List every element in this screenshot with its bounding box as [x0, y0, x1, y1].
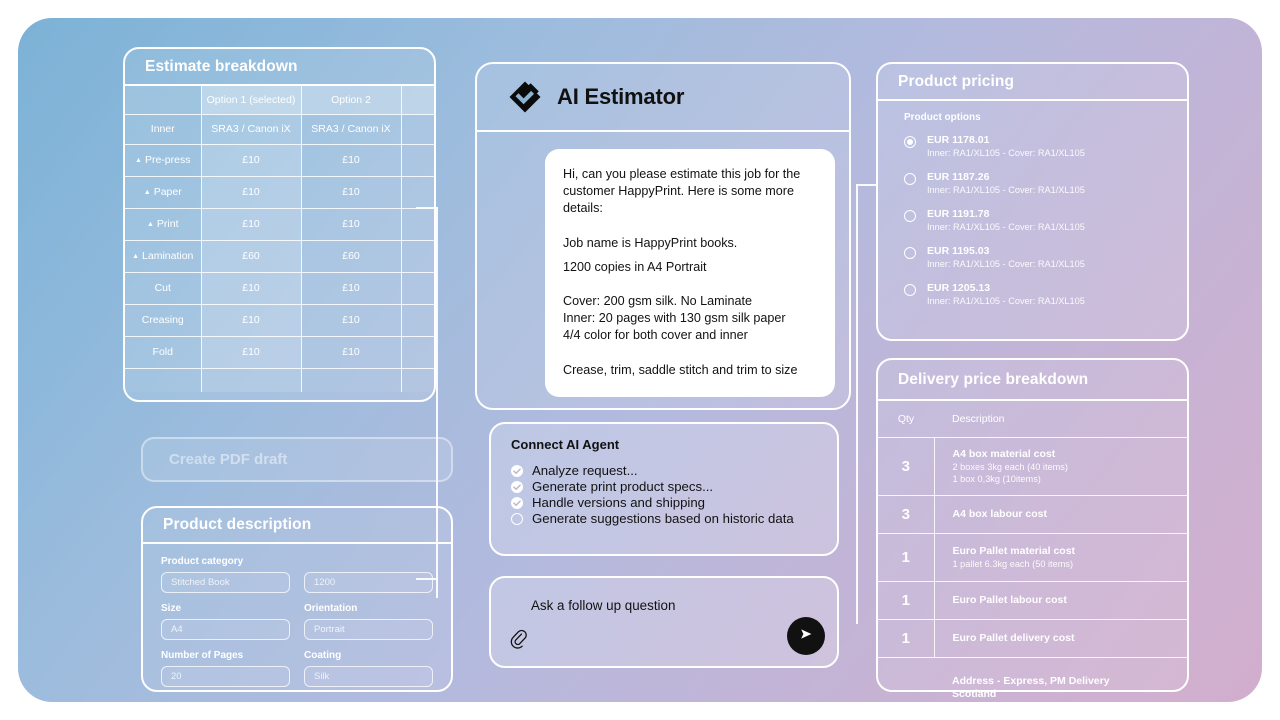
chat-message-line-4a: Cover: 200 gsm silk. No Laminate [563, 294, 752, 309]
chat-message-bubble [545, 149, 835, 397]
empty-circle-icon [511, 513, 523, 525]
estimate-breakdown-title: Estimate breakdown [145, 57, 298, 75]
estimate-option1-cell: £10 [201, 144, 301, 176]
estimate-blank-cell [201, 368, 301, 392]
delivery-description-main: A4 box labour cost [952, 507, 1048, 520]
radio-unselected-icon[interactable] [904, 284, 916, 296]
agent-task-item [511, 495, 837, 510]
product-option-text [927, 171, 1085, 196]
estimate-extra-cell [401, 304, 434, 336]
radio-selected-icon[interactable] [904, 136, 916, 148]
product-description-field [304, 603, 433, 650]
product-description-field-input[interactable]: Stitched Book [161, 572, 290, 593]
estimate-subheader-cell: SRA3 / Canon iX [201, 114, 301, 144]
chat-message-line-4b: Inner: 20 pages with 130 gsm silk paper [563, 311, 786, 326]
delivery-description-cell [934, 619, 1187, 657]
estimate-blank-cell [125, 368, 201, 392]
estimate-row-label: Creasing [125, 304, 201, 336]
product-description-field [161, 650, 290, 697]
estimate-table-row[interactable] [125, 304, 434, 336]
estimate-column-header: Option 2 [301, 86, 401, 114]
delivery-description-cell [934, 437, 1187, 495]
product-description-body [143, 544, 451, 697]
product-description-field-input[interactable]: Silk [304, 666, 433, 687]
estimate-option1-cell: £60 [201, 240, 301, 272]
ai-estimator-title: AI Estimator [557, 84, 685, 109]
product-pricing-panel [876, 62, 1189, 341]
estimate-option1-cell: £10 [201, 304, 301, 336]
ai-estimator-panel [475, 62, 851, 410]
radio-unselected-icon[interactable] [904, 247, 916, 259]
delivery-price-breakdown-table [878, 401, 1187, 719]
delivery-price-breakdown-title: Delivery price breakdown [898, 370, 1089, 388]
product-option-price: EUR 1178.01 [927, 134, 990, 146]
estimate-option-header-row [125, 86, 434, 114]
estimate-option2-cell: £10 [301, 272, 401, 304]
estimate-option2-cell: £10 [301, 304, 401, 336]
estimate-subheader-row [125, 114, 434, 144]
product-description-field-label: Coating [304, 650, 342, 661]
expand-triangle-icon[interactable]: ▲ [143, 189, 151, 196]
estimate-row-label-expandable[interactable]: ▲ Print [125, 208, 201, 240]
estimate-extra-cell [401, 272, 434, 304]
delivery-description-main: Euro Pallet delivery cost [952, 631, 1075, 644]
estimate-table-row[interactable] [125, 208, 434, 240]
product-option-row[interactable] [904, 245, 1187, 270]
delivery-table-row [878, 437, 1187, 495]
delivery-qty-cell: 1 [878, 533, 934, 581]
connect-ai-agent-panel [489, 422, 839, 556]
ai-estimator-header [477, 64, 849, 132]
estimate-row-label-expandable[interactable]: ▲ Paper [125, 176, 201, 208]
product-description-field-label: Product category [161, 556, 244, 567]
estimate-option2-cell: £10 [301, 336, 401, 368]
estimate-column-header [401, 86, 434, 114]
product-option-price: EUR 1195.03 [927, 245, 990, 257]
estimate-row-label: Cut [125, 272, 201, 304]
product-description-title: Product description [163, 516, 312, 533]
chat-message-line-3: 1200 copies in A4 Portrait [563, 259, 707, 274]
delivery-description-sub: 1 box 0,3kg (10items) [952, 473, 1041, 484]
product-option-detail: Inner: RA1/XL105 - Cover: RA1/XL105 [927, 259, 1085, 269]
product-option-detail: Inner: RA1/XL105 - Cover: RA1/XL105 [927, 296, 1085, 306]
product-option-row[interactable] [904, 171, 1187, 196]
estimate-extra-cell [401, 208, 434, 240]
delivery-column-header-description: Description [934, 401, 1187, 437]
create-pdf-draft-label: Create PDF draft [169, 451, 288, 468]
estimate-column-header: Option 1 (selected) [201, 86, 301, 114]
estimate-subheader-cell: SRA3 / Canon iX [301, 114, 401, 144]
product-option-price: EUR 1187.26 [927, 171, 990, 183]
agent-task-label: Generate print product specs... [532, 479, 714, 494]
estimate-extra-cell [401, 336, 434, 368]
agent-task-item [511, 479, 837, 494]
connect-ai-agent-list [491, 463, 837, 526]
delivery-description-cell [934, 533, 1187, 581]
product-option-row[interactable] [904, 208, 1187, 233]
estimate-option2-cell: £10 [301, 208, 401, 240]
estimate-row-label-expandable[interactable]: ▲ Lamination [125, 240, 201, 272]
product-option-detail: Inner: RA1/XL105 - Cover: RA1/XL105 [927, 148, 1085, 158]
product-description-field-input[interactable]: 1200 [304, 572, 433, 593]
product-option-detail: Inner: RA1/XL105 - Cover: RA1/XL105 [927, 222, 1085, 232]
agent-task-label: Generate suggestions based on historic data [532, 511, 794, 526]
product-description-field-input[interactable]: 20 [161, 666, 290, 687]
delivery-table-row [878, 619, 1187, 657]
app-canvas [18, 18, 1262, 702]
estimate-table-row[interactable] [125, 144, 434, 176]
delivery-table-row [878, 495, 1187, 533]
chat-message-line-5: Crease, trim, saddle stitch and trim to size [563, 362, 798, 377]
product-description-field-label: Orientation [304, 603, 358, 614]
delivery-price-breakdown-panel [876, 358, 1189, 701]
ai-estimator-body [477, 132, 849, 397]
estimate-breakdown-table [125, 86, 434, 392]
delivery-qty-cell: 1 [878, 581, 934, 619]
expand-triangle-icon[interactable]: ▲ [135, 157, 142, 164]
product-option-text [927, 282, 1085, 307]
agent-task-item [511, 463, 837, 478]
estimate-table-row[interactable] [125, 240, 434, 272]
check-circle-icon [511, 465, 523, 477]
estimate-extra-cell [401, 240, 434, 272]
product-option-text [927, 134, 1085, 159]
estimate-table-row[interactable] [125, 272, 434, 304]
delivery-header-row [878, 401, 1187, 437]
create-pdf-draft-button[interactable] [141, 437, 453, 482]
product-option-text [927, 208, 1085, 233]
estimate-table-row[interactable] [125, 336, 434, 368]
estimate-table-row[interactable] [125, 176, 434, 208]
product-option-row[interactable] [904, 282, 1187, 307]
estimate-blank-cell [401, 368, 434, 392]
product-option-detail: Inner: RA1/XL105 - Cover: RA1/XL105 [927, 185, 1085, 195]
paperclip-icon[interactable] [509, 628, 529, 652]
chat-message-line-1: Hi, can you please estimate this job for the customer HappyPrint. Here is some more details: [563, 167, 801, 216]
check-circle-icon [511, 481, 523, 493]
chat-message-line-4c: 4/4 color for both cover and inner [563, 328, 748, 343]
estimate-extra-cell [401, 176, 434, 208]
delivery-address-line2: Scotland [952, 688, 997, 701]
estimate-option2-cell: £10 [301, 176, 401, 208]
delivery-column-header-qty: Qty [878, 401, 934, 437]
estimate-row-label-expandable[interactable]: ▲ Pre-press [125, 144, 201, 176]
delivery-address-qty-cell [878, 657, 934, 719]
delivery-description-sub: 2 boxes 3kg each (40 items) [952, 461, 1068, 472]
expand-triangle-icon[interactable]: ▲ [146, 221, 154, 228]
estimate-option1-cell: £10 [201, 176, 301, 208]
delivery-description-main: Euro Pallet labour cost [952, 593, 1067, 606]
product-description-field [304, 556, 433, 603]
product-pricing-title: Product pricing [898, 72, 1015, 90]
radio-dot [907, 139, 913, 145]
estimate-breakdown-header [125, 49, 434, 86]
delivery-address-line1: Address - Express, PM Delivery [952, 675, 1110, 688]
product-options-list [904, 134, 1187, 307]
product-option-price: EUR 1191.78 [927, 208, 990, 220]
product-description-field [161, 603, 290, 650]
product-description-field-label [304, 556, 433, 568]
product-description-field-input[interactable]: Portrait [304, 619, 433, 640]
delivery-qty-cell: 3 [878, 437, 934, 495]
estimate-column-header [125, 86, 201, 114]
check-circle-icon [511, 497, 523, 509]
product-description-field [304, 650, 433, 697]
estimate-option1-cell: £10 [201, 336, 301, 368]
delivery-address-cell [934, 657, 1187, 719]
delivery-table-row [878, 581, 1187, 619]
estimate-subheader-cell [401, 114, 434, 144]
product-option-row[interactable] [904, 134, 1187, 159]
delivery-description-cell [934, 495, 1187, 533]
estimate-subheader-cell: Inner [125, 114, 201, 144]
product-pricing-body [878, 101, 1187, 307]
radio-unselected-icon[interactable] [904, 210, 916, 222]
estimate-option2-cell: £60 [301, 240, 401, 272]
delivery-address-row [878, 657, 1187, 719]
followup-question-input[interactable]: Ask a follow up question [531, 598, 676, 613]
send-message-button[interactable] [787, 617, 825, 655]
product-option-text [927, 245, 1085, 270]
delivery-description-main: A4 box material cost [952, 447, 1056, 460]
connector-right-vertical [856, 184, 858, 624]
product-description-field [161, 556, 290, 603]
estimate-breakdown-panel [123, 47, 436, 402]
delivery-qty-cell: 3 [878, 495, 934, 533]
agent-task-label: Analyze request... [532, 463, 638, 478]
delivery-price-breakdown-header [878, 360, 1187, 401]
delivery-description-sub: 1 pallet 6.3kg each (50 items) [952, 558, 1074, 569]
product-option-price: EUR 1205.13 [927, 282, 991, 294]
expand-triangle-icon[interactable]: ▲ [132, 253, 140, 260]
delivery-qty-cell: 1 [878, 619, 934, 657]
delivery-table-row [878, 533, 1187, 581]
product-description-field-label: Size [161, 603, 182, 614]
product-pricing-header [878, 64, 1187, 101]
send-arrow-icon [798, 626, 814, 647]
estimate-option2-cell: £10 [301, 144, 401, 176]
chat-message-line-2: Job name is HappyPrint books. [563, 235, 738, 250]
estimate-extra-cell [401, 144, 434, 176]
estimate-blank-cell [301, 368, 401, 392]
estimate-table-blank-row [125, 368, 434, 392]
agent-task-item [511, 511, 837, 526]
product-options-label: Product options [904, 112, 981, 123]
followup-question-panel[interactable] [489, 576, 839, 668]
connect-ai-agent-title: Connect AI Agent [511, 437, 620, 452]
agent-task-label: Handle versions and shipping [532, 495, 706, 510]
radio-unselected-icon[interactable] [904, 173, 916, 185]
product-description-field-input[interactable]: A4 [161, 619, 290, 640]
estimate-option1-cell: £10 [201, 272, 301, 304]
diamond-check-logo-icon [508, 80, 542, 114]
estimate-option1-cell: £10 [201, 208, 301, 240]
delivery-description-main: Euro Pallet material cost [952, 544, 1076, 557]
product-description-panel [141, 506, 453, 692]
product-description-field-label: Number of Pages [161, 650, 244, 661]
estimate-row-label: Fold [125, 336, 201, 368]
delivery-description-cell [934, 581, 1187, 619]
connector-right-stub [856, 184, 878, 186]
product-description-header [143, 508, 451, 544]
